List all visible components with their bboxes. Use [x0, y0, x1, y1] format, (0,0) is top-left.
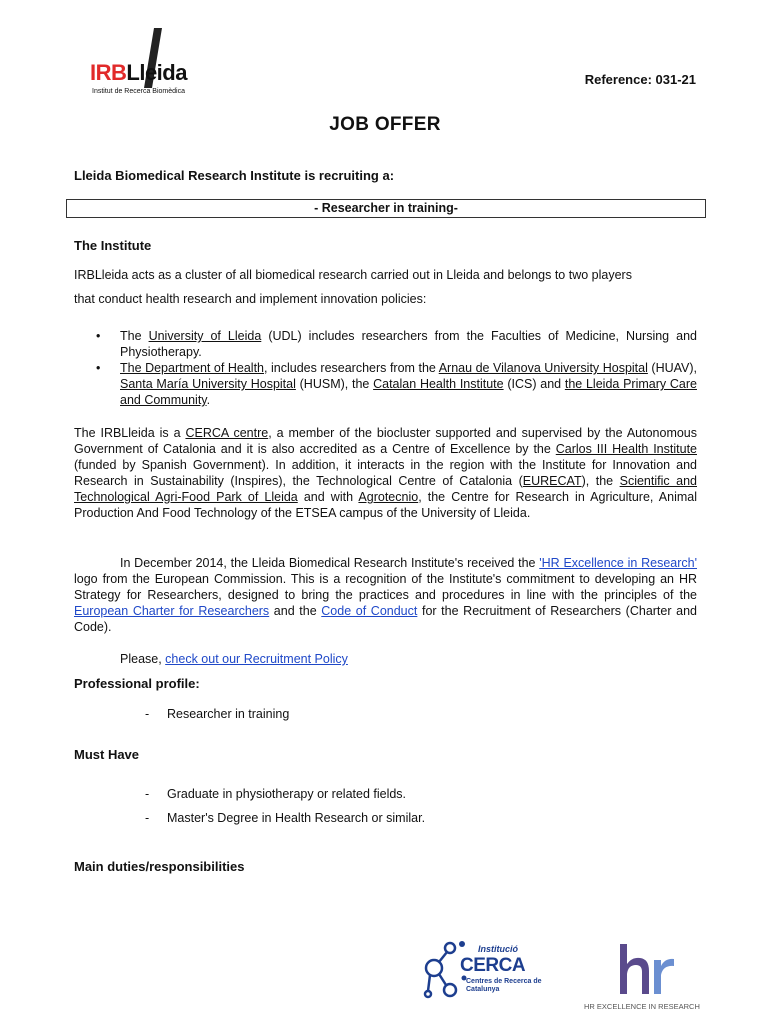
hr-logo-icon [616, 944, 676, 996]
logo-lleida-text: Lleida [126, 60, 187, 85]
logo-subtitle: Institut de Recerca Biomèdica [92, 88, 185, 95]
cerca-title-text: CERCA [460, 955, 526, 976]
institute-paragraph-2: The IRBLleida is a CERCA centre, a member of the biocluster supported and supervised by the Autonomous Government of Catalonia and it is also accredited as a Centre of Excellence by the Carlos III Health Institute (funded by Spanish Government). In addition, it interacts in the region with the Institute for Innovation and Research in Sustainability (Inspires), the Technological Centre of Catalonia (EURECAT), the Scientific and Technological Agri-Food Park of Lleida and with Agrotecnio, the Centre for Research in Agriculture, Animal Production And Food Technology of the ETSEA campus of the University of Lleida. [74, 426, 698, 520]
cerca-subtitle-text: Centres de Recerca de Catalunya [466, 978, 542, 993]
link-carlos-iii[interactable]: Carlos III Health Institute [555, 442, 697, 456]
link-agrotecnio[interactable]: Agrotecnio [358, 490, 419, 504]
cerca-institucio-text: Institució [478, 944, 518, 954]
link-arnau-de-vilanova[interactable]: Arnau de Vilanova University Hospital [438, 361, 648, 375]
list-item: • The University of Lleida (UDL) includes researchers from the Faculties of Medicine, Nursing and Physiotherapy. [74, 328, 697, 360]
institute-paragraph-1: IRBLleida acts as a cluster of all biomedical research carried out in Lleida and belongs to two players that conduct health research and implement innovation policies: [74, 268, 632, 306]
cerca-logo [420, 938, 550, 1008]
list-item: • The Department of Health, includes researchers from the Arnau de Vilanova University Hospital (HUAV), Santa María University Hospital (HUSM), the Catalan Health Institute (ICS) and the Lleida Primary Care and Community. [74, 360, 697, 408]
link-catalan-health-institute[interactable]: Catalan Health Institute [373, 377, 504, 391]
irblleida-logo [84, 26, 204, 98]
link-department-of-health[interactable]: The Department of Health [120, 361, 265, 375]
link-eurecat[interactable]: EURECAT [522, 474, 582, 488]
logo-irb-text: IRB [90, 60, 127, 85]
institute-heading: The Institute [74, 238, 152, 253]
list-item: - Master's Degree in Health Research or similar. [145, 811, 426, 825]
link-agri-food-park[interactable]: Scientific and Technological Agri-Food Park of Lleida [74, 474, 697, 504]
link-santa-maria[interactable]: Santa María University Hospital [120, 377, 296, 391]
recruitment-policy-line: Please, check out our Recruitment Policy [120, 652, 348, 666]
link-code-of-conduct[interactable]: Code of Conduct [321, 604, 418, 618]
duties-heading: Main duties/responsibilities [74, 859, 245, 874]
institute-paragraph-3: In December 2014, the Lleida Biomedical Research Institute's received the 'HR Excellence in Research' logo from the European Commission. This is a recognition of the Institute's commitment to developing an HR Strategy for Researchers, designed to bring the practices and procedures in line with the principles of the European Charter for Researchers and the Code of Conduct for the Recruitment of Researchers (Charter and Code). [74, 556, 697, 634]
intro-text: Lleida Biomedical Research Institute is recruiting a: [74, 168, 395, 183]
link-european-charter[interactable]: European Charter for Researchers [74, 604, 270, 618]
page-title: JOB OFFER [329, 114, 441, 135]
reference-number: Reference: 031-21 [584, 72, 696, 87]
list-item: - Graduate in physiotherapy or related fields. [145, 787, 407, 801]
link-recruitment-policy[interactable]: check out our Recruitment Policy [165, 652, 348, 666]
hr-excellence-label: HR EXCELLENCE IN RESEARCH [584, 1002, 700, 1011]
profile-heading: Professional profile: [74, 676, 200, 691]
institute-bullet-list [74, 328, 697, 408]
list-item: - Researcher in training [145, 707, 290, 721]
link-university-of-lleida[interactable]: University of Lleida [148, 329, 262, 343]
link-hr-excellence[interactable]: 'HR Excellence in Research' [539, 556, 697, 570]
must-have-heading: Must Have [74, 747, 140, 762]
hr-excellence-logo [584, 944, 700, 1014]
link-cerca-centre[interactable]: CERCA centre [185, 426, 269, 440]
link-lleida-primary-care[interactable]: the Lleida Primary Care and Community [120, 377, 697, 407]
position-box: - Researcher in training- [66, 199, 706, 218]
